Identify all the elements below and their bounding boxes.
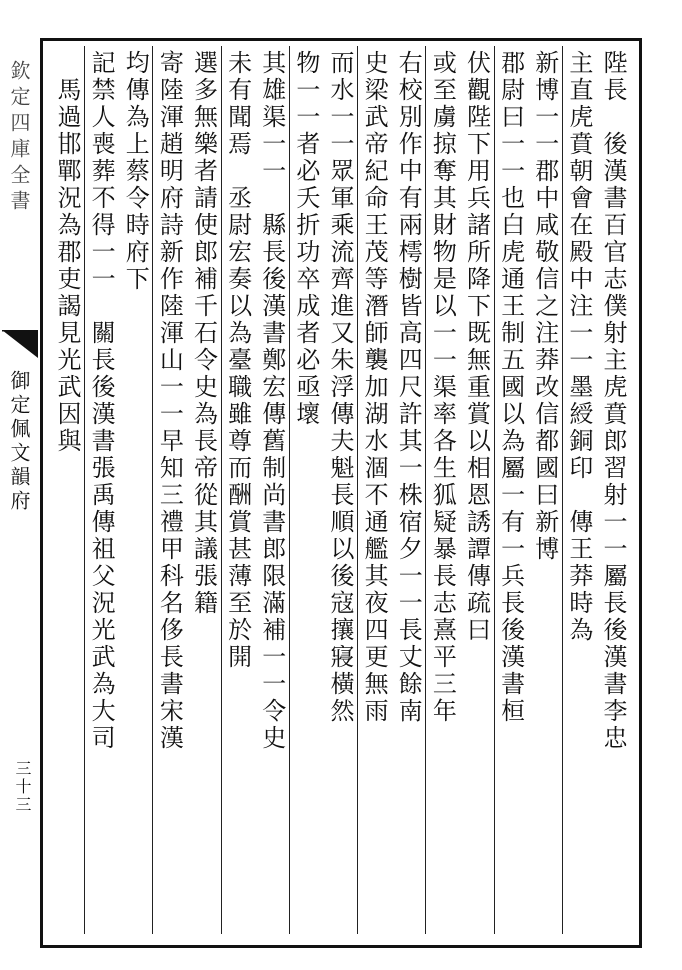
text-column: 陛長 後漢書百官志僕射主虎賁郎習射一一屬長後漢書李忠: [598, 50, 627, 752]
text-column: 未有聞焉 丞尉宏奏以為臺職雖尊而酬賞甚薄至於開: [223, 50, 252, 671]
text-column: 寄陸渾趙明府詩新作陸渾山一一早知三禮甲科名侈長書宋漢: [155, 50, 184, 752]
text-column: 或至虜掠奪其財物是以一一渠率各生狐疑暴長志熹平三年: [428, 50, 457, 725]
book-title-lower: 御定佩文韻府: [7, 370, 31, 514]
book-title-upper: 欽定四庫全書: [7, 60, 31, 216]
text-column: 均傳為上蔡令時府下: [121, 50, 150, 293]
column-rule: [289, 46, 290, 934]
text-column: 選多無樂者請使郎補千石令史為長帝從其議張籍: [189, 50, 218, 617]
text-column: 其雄渠一一 縣長後漢書鄭宏傳舊制尚書郎限滿補一一令史: [257, 50, 286, 752]
text-column: 記禁人喪葬不得一一 關長後漢書張禹傳祖父況光武為大司: [87, 50, 116, 752]
margin-strip: [0, 40, 40, 940]
fish-tail-mark-icon: [2, 330, 38, 358]
column-rule: [221, 46, 222, 934]
text-column: 馬過邯鄲況為郡吏謁見光武因與: [53, 50, 82, 455]
page-number: 三十三: [13, 760, 32, 814]
text-column: 史梁武帝紀命王茂等潛師襲加湖水涸不通艦其夜四更無雨: [360, 50, 389, 725]
text-column: 物一一者必夭折功卒成者必亟壞: [291, 50, 320, 428]
column-rule: [494, 46, 495, 934]
text-column: 主直虎賁朝會在殿中注一一墨綬銅印 傳王莽時為: [564, 50, 593, 644]
column-rule: [562, 46, 563, 934]
column-rule: [152, 46, 153, 934]
text-column: 伏觀陛下用兵諸所降下既無重賞以相恩誘譚傳疏曰: [462, 50, 491, 644]
text-column: 新博一一郡中咸敬信之注莽改信都國曰新博: [530, 50, 559, 563]
text-column: 而水一一眾軍乘流齊進又朱浮傳夫魁長順以後寇攘寢橫然: [326, 50, 354, 725]
text-column: 郡尉曰一一也白虎通王制五國以為屬一有一兵長後漢書桓: [496, 50, 525, 725]
text-column: 右校別作中有兩樗樹皆高四尺許其一株宿夕一一長丈餘南: [394, 50, 423, 725]
column-rule: [84, 46, 85, 934]
column-rule: [357, 46, 358, 934]
column-rule: [425, 46, 426, 934]
